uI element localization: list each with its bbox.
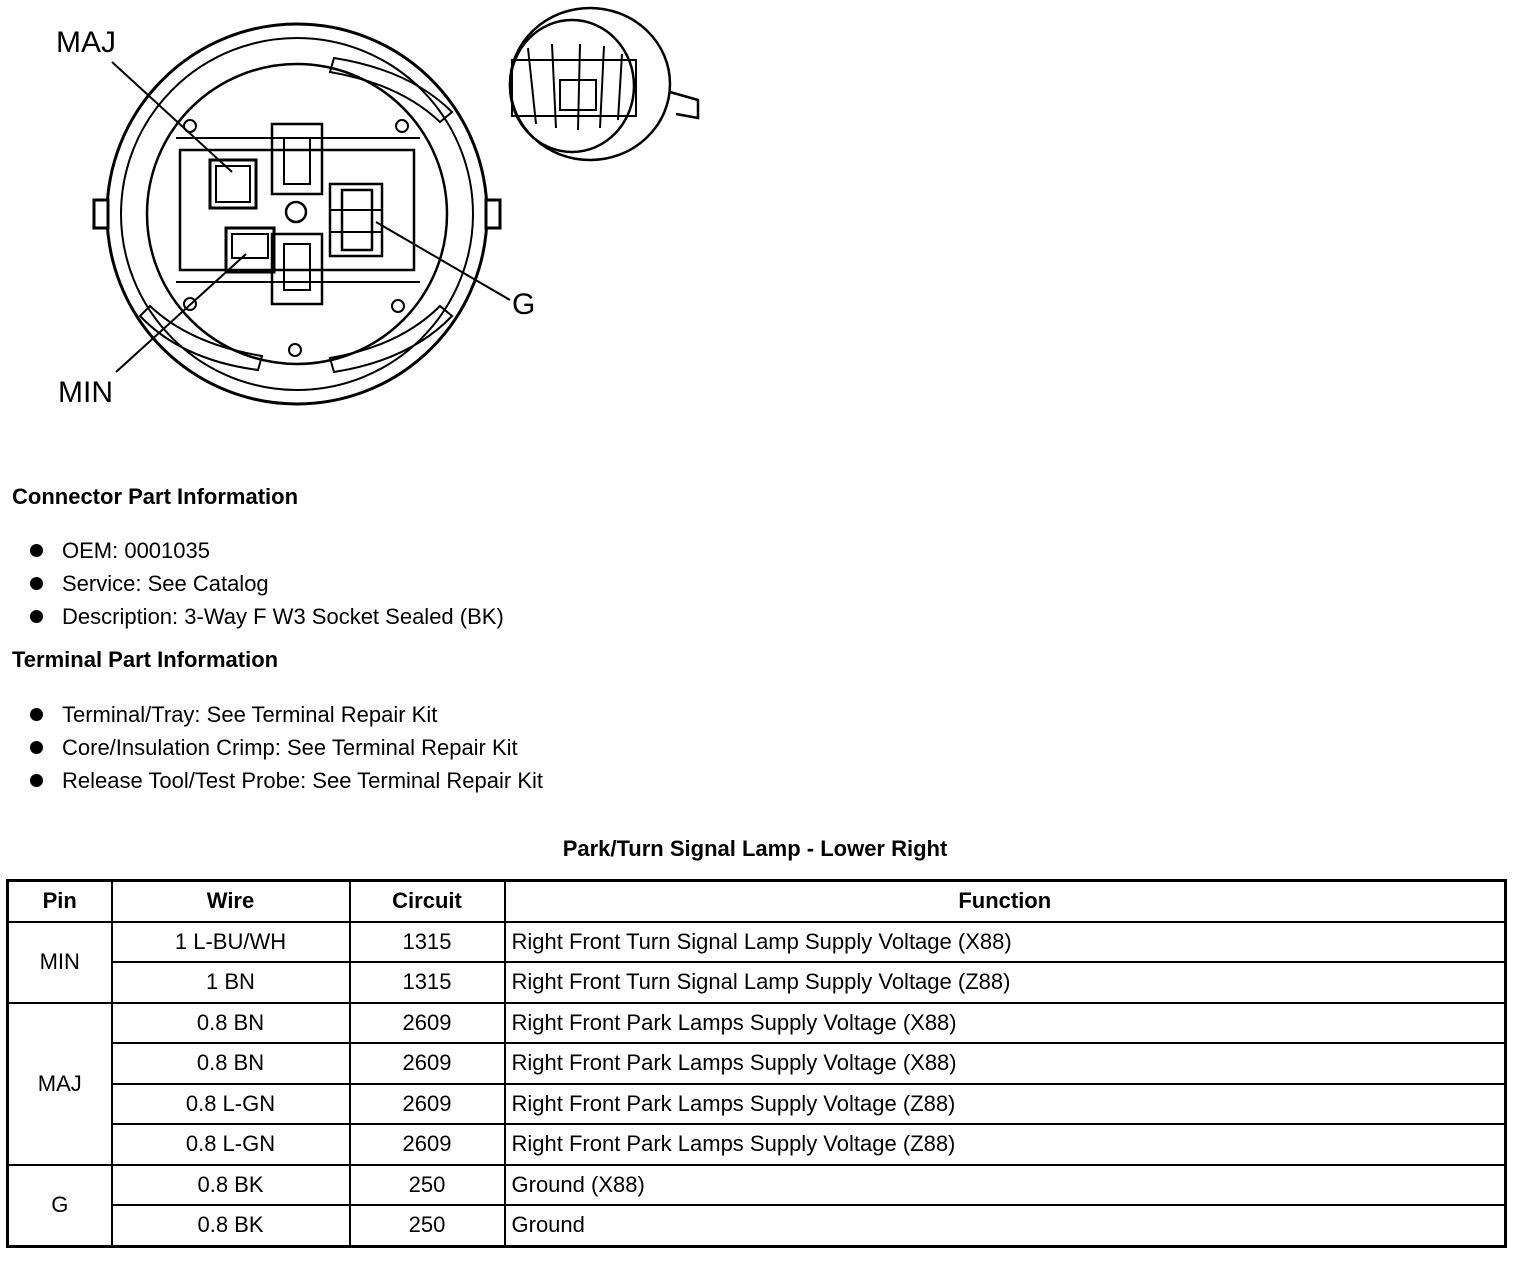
- header-wire: Wire: [112, 881, 350, 922]
- circuit-cell: 2609: [350, 1043, 505, 1084]
- right-tab: [486, 200, 500, 228]
- wire-cell: 0.8 L-GN: [112, 1084, 350, 1125]
- connector-face-ring: [147, 64, 447, 364]
- table-row: [8, 1043, 1506, 1084]
- function-cell: Right Front Turn Signal Lamp Supply Voltage (Z88): [505, 962, 1506, 1003]
- connector-inner-ring: [121, 38, 473, 390]
- list-item: Service: See Catalog: [28, 567, 504, 600]
- list-item: Terminal/Tray: See Terminal Repair Kit: [28, 698, 543, 731]
- g-terminal: [330, 184, 382, 256]
- table-row: [8, 1205, 1506, 1246]
- list-item: Description: 3-Way F W3 Socket Sealed (BK): [28, 600, 504, 633]
- wire-cell: 0.8 BK: [112, 1205, 350, 1246]
- terminal-part-info-list: [28, 698, 543, 797]
- table-title: Park/Turn Signal Lamp - Lower Right: [562, 836, 948, 861]
- top-lock-arc: [330, 58, 452, 122]
- function-cell: Right Front Park Lamps Supply Voltage (Z88): [505, 1124, 1506, 1165]
- circuit-cell: 2609: [350, 1003, 505, 1044]
- bullet-icon: [30, 544, 43, 557]
- socket-perspective-view: [510, 8, 698, 160]
- g-callout-label: G: [512, 288, 536, 321]
- bullet-icon: [30, 774, 43, 787]
- bullet-icon: [30, 708, 43, 721]
- wire-cell: 1 L-BU/WH: [112, 922, 350, 963]
- min-callout-label: MIN: [58, 376, 113, 409]
- function-cell: Right Front Park Lamps Supply Voltage (X88): [505, 1003, 1506, 1044]
- pin-cell: G: [8, 1165, 112, 1247]
- bullet-icon: [30, 577, 43, 590]
- table-row: [8, 1124, 1506, 1165]
- list-item: OEM: 0001035: [28, 534, 504, 567]
- left-tab: [94, 200, 108, 228]
- connector-diagram: [0, 0, 760, 420]
- header-circuit: Circuit: [350, 881, 505, 922]
- function-cell: Ground: [505, 1205, 1506, 1246]
- header-function: Function: [505, 881, 1506, 922]
- function-cell: Right Front Park Lamps Supply Voltage (Z88): [505, 1084, 1506, 1125]
- maj-callout-label: MAJ: [56, 26, 116, 59]
- wire-cell: 0.8 BK: [112, 1165, 350, 1206]
- header-pin: Pin: [8, 881, 112, 922]
- circuit-cell: 1315: [350, 922, 505, 963]
- center-key: [286, 202, 306, 222]
- circuit-cell: 2609: [350, 1124, 505, 1165]
- wire-cell: 0.8 BN: [112, 1043, 350, 1084]
- wire-cell: 1 BN: [112, 962, 350, 1003]
- wire-cell: 0.8 L-GN: [112, 1124, 350, 1165]
- connector-part-info-list: [28, 534, 504, 633]
- wire-cell: 0.8 BN: [112, 1003, 350, 1044]
- table-row: [8, 962, 1506, 1003]
- pinout-table: [6, 879, 1507, 1248]
- terminal-part-info-heading: Terminal Part Information: [12, 647, 279, 672]
- function-cell: Ground (X88): [505, 1165, 1506, 1206]
- pin-cell: MAJ: [8, 1003, 112, 1165]
- pin-cell: MIN: [8, 922, 112, 1003]
- function-cell: Right Front Park Lamps Supply Voltage (X88): [505, 1043, 1506, 1084]
- list-item: Release Tool/Test Probe: See Terminal Repair Kit: [28, 764, 543, 797]
- circuit-cell: 2609: [350, 1084, 505, 1125]
- circuit-cell: 250: [350, 1165, 505, 1206]
- circuit-cell: 250: [350, 1205, 505, 1246]
- table-row: [8, 1003, 1506, 1044]
- list-item: Core/Insulation Crimp: See Terminal Repair Kit: [28, 731, 543, 764]
- table-row: [8, 1165, 1506, 1206]
- circuit-cell: 1315: [350, 962, 505, 1003]
- bullet-icon: [30, 610, 43, 623]
- table-row: [8, 922, 1506, 963]
- bullet-icon: [30, 741, 43, 754]
- table-row: [8, 1084, 1506, 1125]
- table-header-row: [8, 881, 1506, 922]
- connector-part-info-heading: Connector Part Information: [12, 484, 299, 509]
- function-cell: Right Front Turn Signal Lamp Supply Voltage (X88): [505, 922, 1506, 963]
